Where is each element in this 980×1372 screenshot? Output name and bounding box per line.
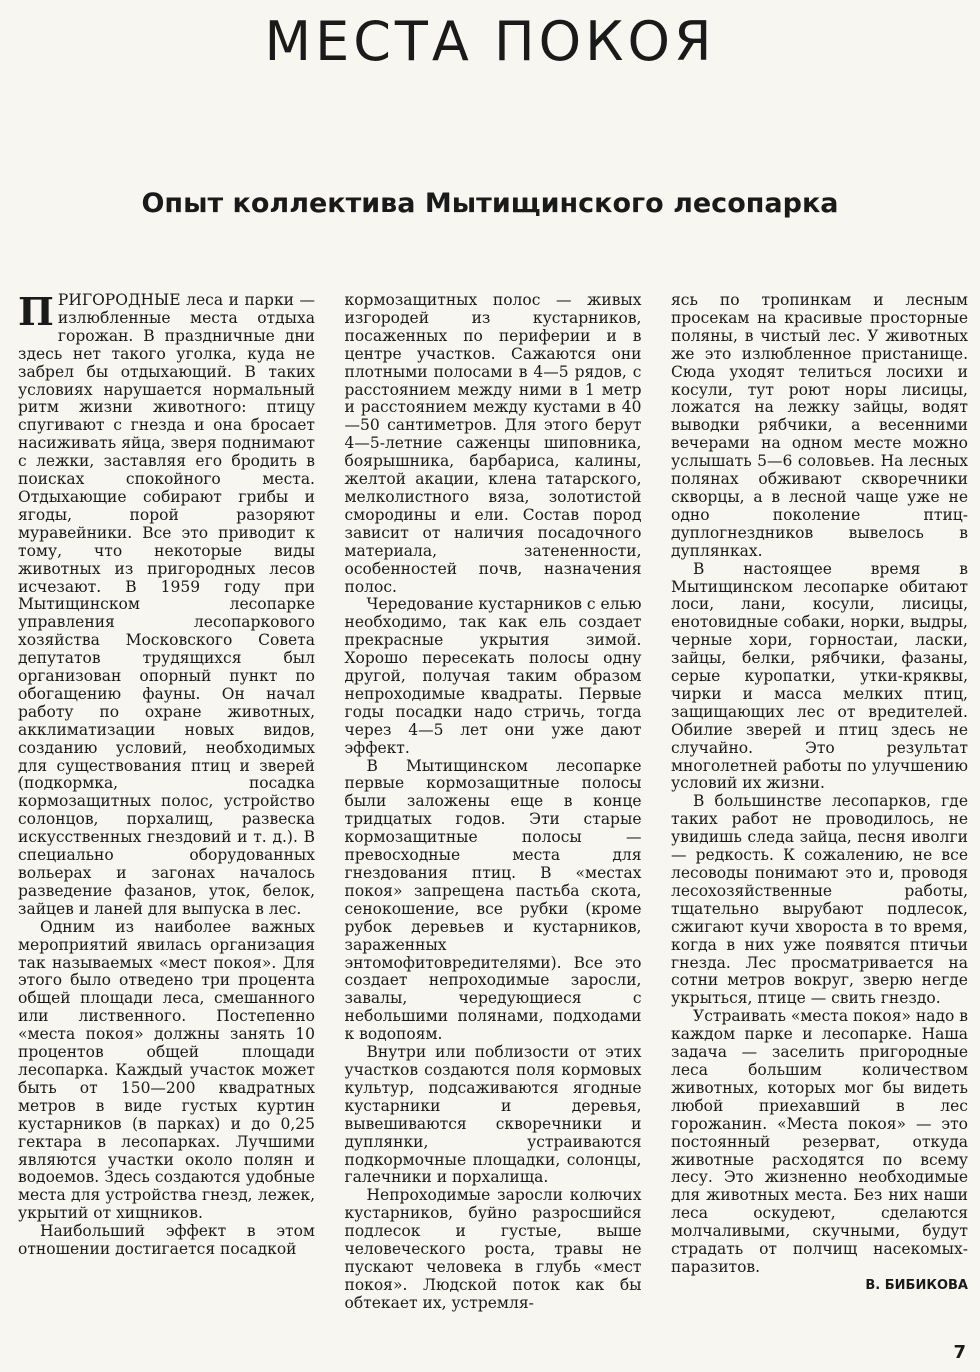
paragraph: В настоящее время в Мытищинском лесопарке обитают лоси, лани, косули, лисицы, енотовидные собаки, норки, выдры, черные хори, горностаи, ласки, зайцы, белки, рябчики, фазаны, серые куропатки, утки-кряквы, чирки и масса мелких птиц, защищающих лес от вредителей. Обилие зверей и птиц здесь не случайно. Это результат многолетней работы по улучшению условий их жизни. — [671, 559, 968, 793]
page-number: 7 — [953, 1342, 966, 1363]
article-title: МЕСТА ПОКОЯ — [264, 10, 716, 73]
paragraph: ясь по тропинкам и лесным просекам на красивые просторные поляны, в чистый лес. У животных же это излюбленное пристанище. Сюда уходят телиться лосихи и косули, тут роют норы лисицы, ложатся на лежку зайцы, водят выводки рябчики, а весенними вечерами на одном месте можно услышать 5—6 соловьев. На лесных полянах обживают скворечники скворцы, а в лесной чаще уже не одно поколение птиц-дуплогнездников вывелось в дуплянках. — [671, 291, 968, 560]
paragraph-text: РИГОРОДНЫЕ леса и парки — излюбленные места отдыха горожан. В праздничные дни здесь нет такого уголка, куда не забрел бы отдыхающий. В таких условиях нарушается нормальный ритм жизни животного: птицу спугивают с гнезда и она бросает насиживать яйца, зверя поднимают с лежки, заставляя его бродить в поисках спокойного места. Отдыхающие собирают грибы и ягоды, порой разоряют муравейники. Все это приводит к тому, что некоторые виды животных из пригородных лесов исчезают. В 1959 году при Мытищинском лесопарке управления лесопаркового хозяйства Московского Совета депутатов трудящихся был организован опорный пункт по обогащению фауны. Он начал работу по охране животных, акклиматизации новых видов, созданию условий, необходимых для существования птиц и зверей (подкормка, посадка кормозащитных полос, устройство солонцов, порхалищ, развеска искусственных гнездовий и т. д.). В специально оборудованных вольерах и загонах началось разведение фазанов, уток, белок, зайцев и ланей для выпуска в лес. — [18, 291, 315, 918]
column-1 — [18, 289, 315, 1313]
paragraph: Непроходимые заросли колючих кустарников, буйно разросшийся подлесок и густые, выше человеческого роста, травы не пускают человека в глубь «мест покоя». Людской поток как бы обтекает их, устремля- — [344, 1186, 642, 1312]
article-subtitle: Опыт коллектива Мытищинского лесопарка — [141, 188, 839, 219]
column-2 — [345, 292, 642, 1313]
paragraph: В Мытищинском лесопарке первые кормозащитные полосы были заложены еще в конце тридцатых годов. Эти старые кормозащитные полосы — превосходные места для гнездования птиц. В «местах покоя» запрещена пастьба скота, сенокошение, все рубки (кроме рубок деревьев и кустарников, зараженных энтомофитовредителями). Все это создает непроходимые заросли, завалы, чередующиеся с небольшими полянами, подходами к водопоям. — [344, 756, 642, 1044]
paragraph: Наибольший эффект в этом отношении достигается посадкой — [18, 1222, 315, 1259]
paragraph: Одним из наиболее важных мероприятий явилась организация так называемых «мест покоя». Для этого было отведено три процента общей площади леса, смешанного или лиственного. Постепенно «места покоя» должны занять 10 процентов общей площади лесопарка. Каждый участок может быть от 150—200 квадратных метров в виде густых куртин кустарников (в парках) и до 0,25 гектара в лесопарках. Лучшими являются участки около полян и водоемов. Здесь создаются удобные места для устройства гнезд, лежек, укрытий от хищников. — [18, 917, 315, 1223]
paragraph — [18, 289, 315, 919]
column-3 — [671, 292, 968, 1313]
paragraph: кормозащитных полос — живых изгородей из кустарников, посаженных по периферии и в центре участков. Сажаются они плотными полосами в 4—5 рядов, с расстоянием между ними в 1 метр и расстоянием между кустами в 40—50 сантиметров. Для этого берут 4—5-летние саженцы шиповника, боярышника, барбариса, калины, желтой акации, клена татарского, мелколистного вяза, золотистой смородины и ели. Состав пород зависит от наличия посадочного материала, затененности, особенностей почв, назначения полос. — [344, 291, 642, 596]
paragraph: Устраивать «места покоя» надо в каждом парке и лесопарке. Наша задача — заселить пригородные леса большим количеством животных, которых мог бы видеть любой приехавший в лес горожанин. «Места покоя» — это постоянный резерват, откуда животные расходятся по всему лесу. Это жизненно необходимые для животных места. Без них наши леса оскудеют, сделаются молчаливыми, скучными, будут страдать от полчищ насекомых-паразитов. — [671, 1007, 968, 1276]
paragraph: Внутри или поблизости от этих участков создаются поля кормовых культур, подсаживаются ягодные кустарники и деревья, вывешиваются скворечники и дуплянки, устраиваются подкормочные площадки, солонцы, галечники и порхалища. — [344, 1043, 642, 1187]
drop-cap: П — [18, 289, 54, 334]
article-body — [18, 289, 968, 1313]
paragraph: В большинстве лесопарков, где таких работ не проводилось, не увидишь следа зайца, песня иволги — редкость. К сожалению, не все лесоводы понимают это и, проводя лесохозяйственные работы, тщательно вырубают подлесок, сжигают кучи хвороста в то время, когда в них уже появятся птичьи гнезда. Лес просматривается на сотни метров вокруг, зверю негде укрыться, птице — свить гнездо. — [671, 792, 968, 1008]
author-signature: В. БИБИКОВА — [865, 1277, 968, 1293]
paragraph: Чередование кустарников с елью необходимо, так как ель создает прекрасные укрытия зимой. Хорошо пересекать полосы одну другой, получая таким образом непроходимые квадраты. Первые годы посадки надо стричь, тогда через 4—5 лет они уже дают эффект. — [344, 595, 642, 757]
